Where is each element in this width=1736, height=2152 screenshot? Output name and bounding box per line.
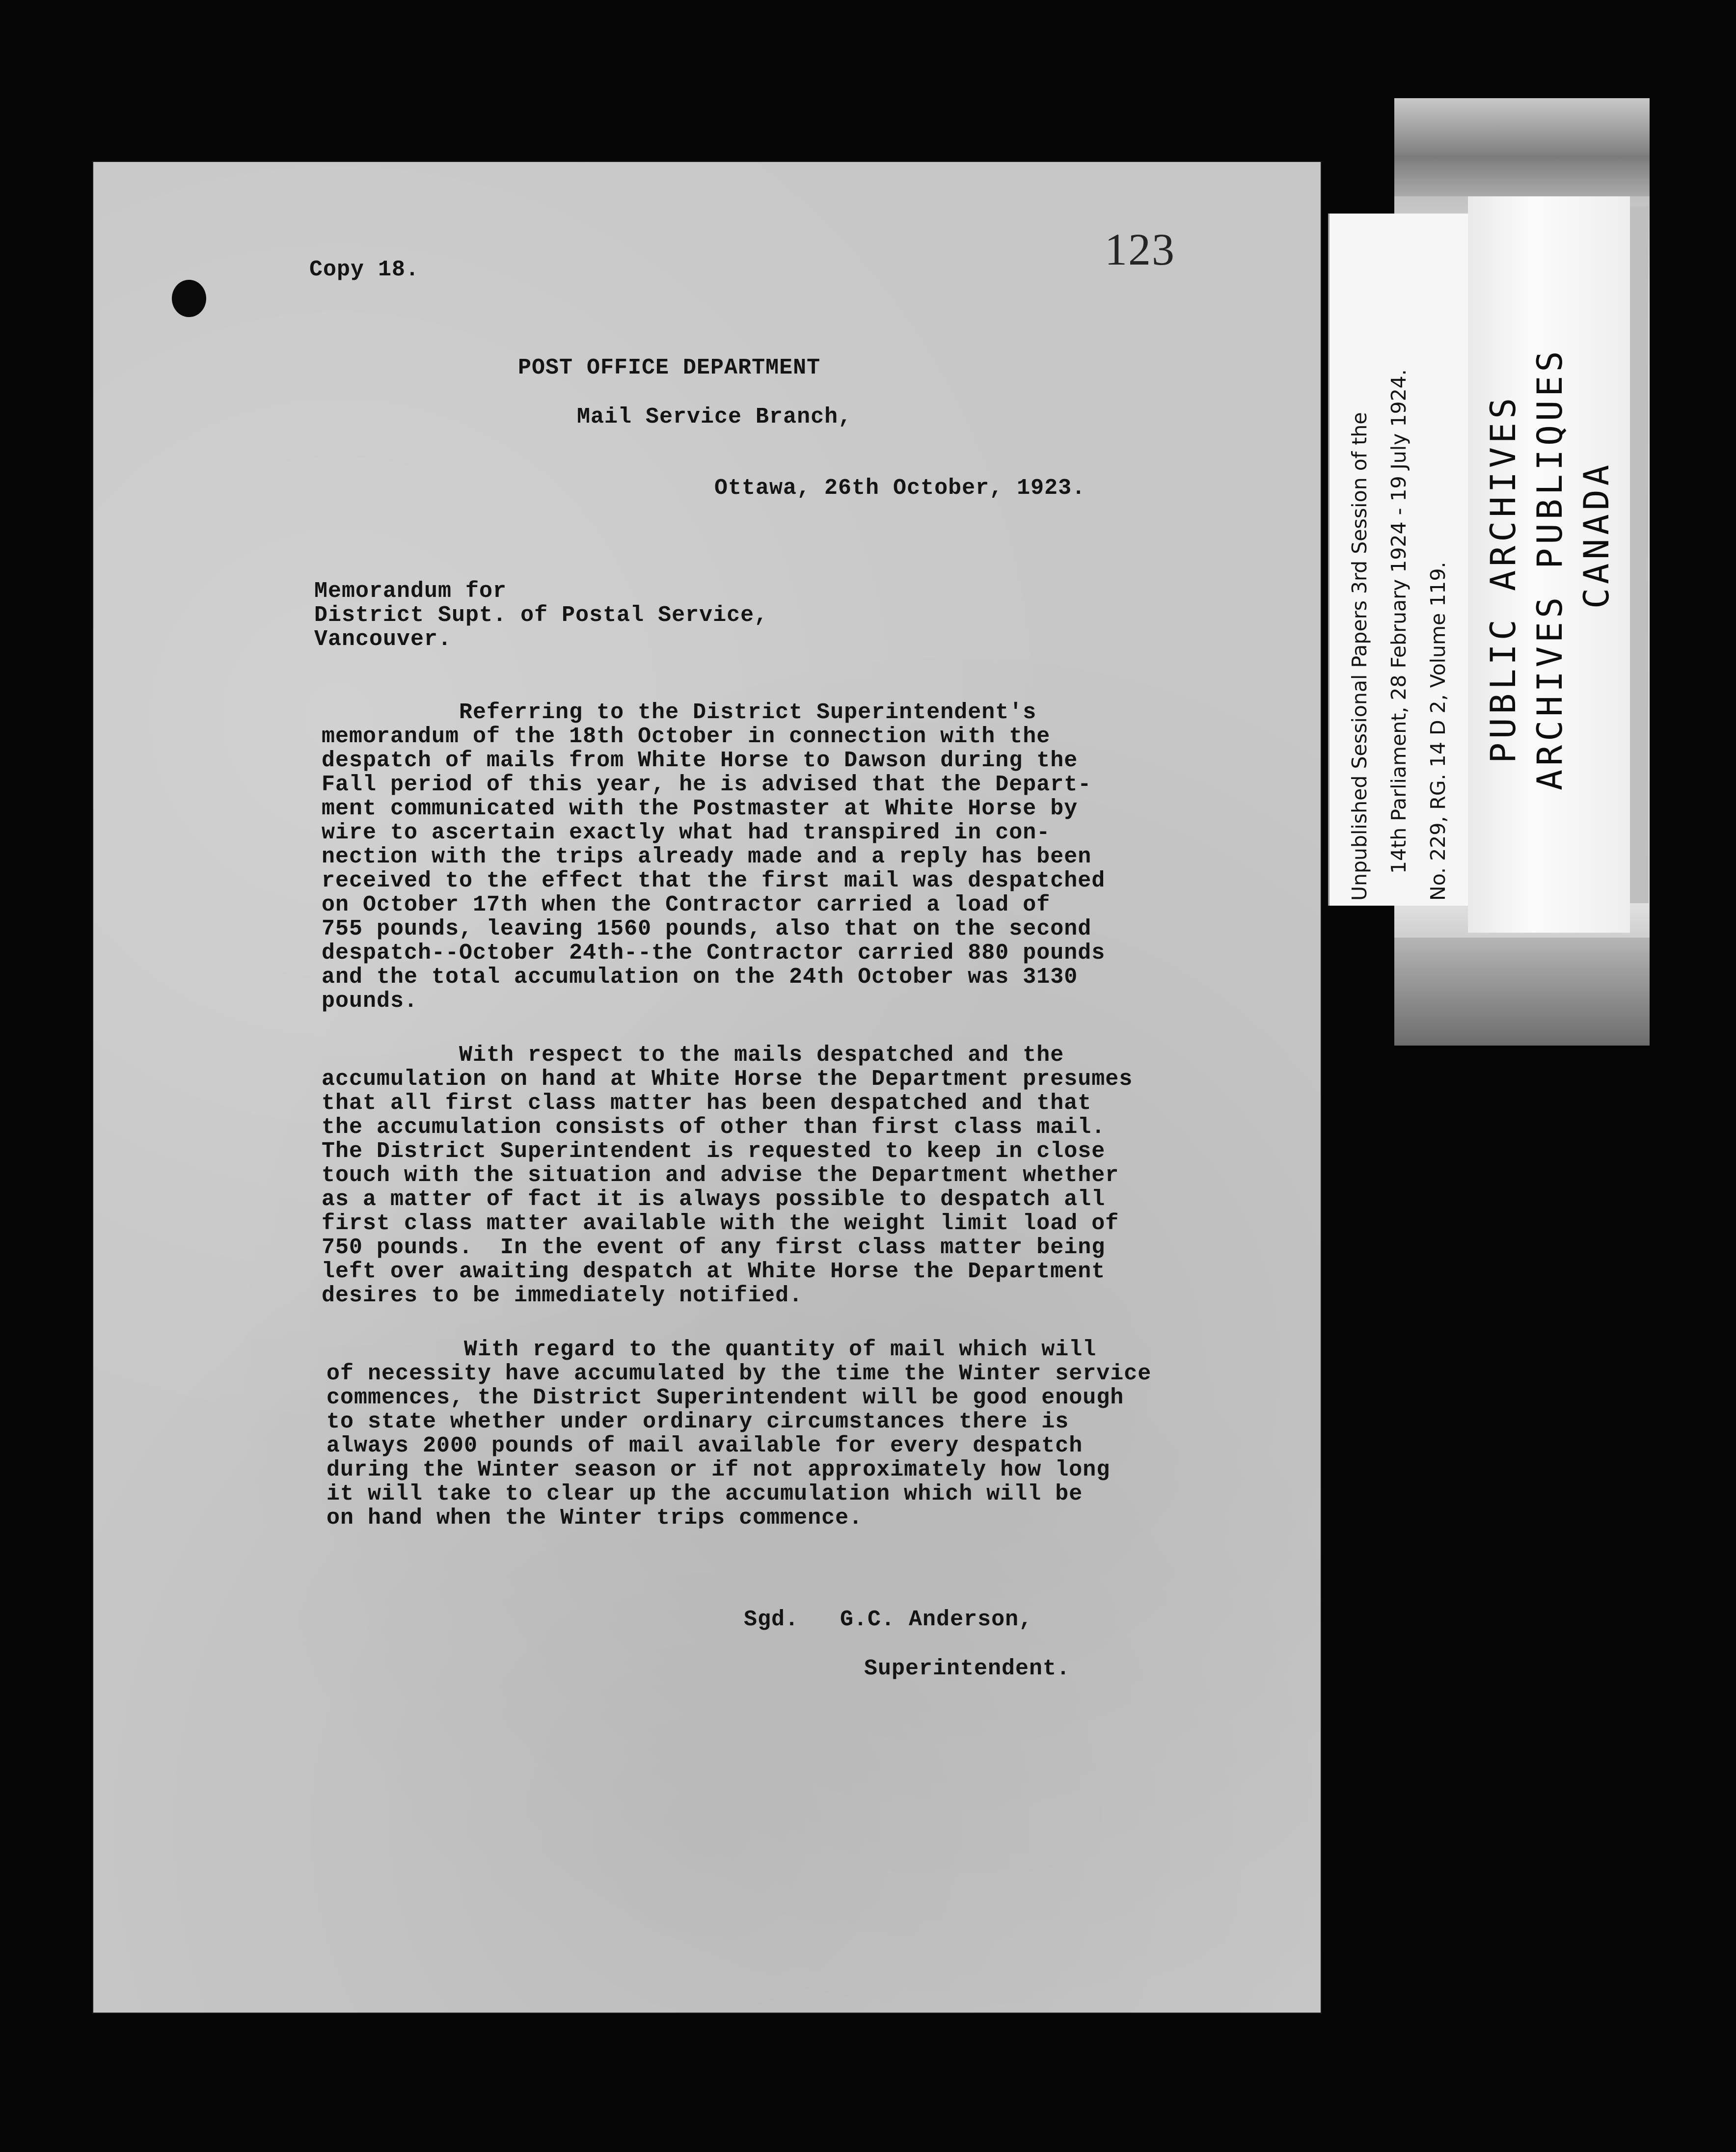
text-line: as a matter of fact it is always possible to despatch all bbox=[322, 1187, 1106, 1212]
text-line: Fall period of this year, he is advised that the Depart- bbox=[322, 772, 1092, 797]
text-line: to state whether under ordinary circumstances there is bbox=[326, 1409, 1069, 1434]
text-line: despatch--October 24th--the Contractor carried 880 pounds bbox=[322, 941, 1106, 966]
archive-tag-edge bbox=[1628, 206, 1649, 903]
text-line: pounds. bbox=[322, 989, 418, 1014]
text-line: memorandum of the 18th October in connection with the bbox=[322, 724, 1051, 749]
copy-label: Copy 18. bbox=[309, 257, 420, 282]
text-line: commences, the District Superintendent will be good enough bbox=[326, 1385, 1124, 1410]
reference-line: 14th Parliament, 28 February 1924 - 19 July 1924. bbox=[1387, 369, 1410, 874]
text-line: of necessity have accumulated by the time the Winter service bbox=[326, 1361, 1152, 1386]
text-line: The District Superintendent is requested to keep in close bbox=[322, 1139, 1106, 1164]
text-line: always 2000 pounds of mail available for every despatch bbox=[326, 1433, 1083, 1458]
department-heading: POST OFFICE DEPARTMENT bbox=[518, 355, 821, 380]
addressee-line: Memorandum for bbox=[314, 579, 507, 604]
text-line: during the Winter season or if not approximately how long bbox=[326, 1457, 1111, 1482]
archive-tag-top-fold bbox=[1394, 98, 1650, 196]
text-line: ment communicated with the Postmaster at White Horse by bbox=[322, 796, 1078, 821]
text-line: the accumulation consists of other than first class mail. bbox=[322, 1115, 1106, 1140]
text-line: 755 pounds, leaving 1560 pounds, also that on the second bbox=[322, 916, 1092, 942]
text-line: first class matter available with the weight limit load of bbox=[322, 1211, 1119, 1236]
text-line: on hand when the Winter trips commence. bbox=[326, 1506, 863, 1531]
stamp-line: PUBLIC ARCHIVES bbox=[1483, 394, 1523, 763]
page-number: 123 bbox=[1105, 224, 1175, 274]
text-line: and the total accumulation on the 24th October was 3130 bbox=[322, 965, 1078, 990]
text-line: wire to ascertain exactly what had transpired in con- bbox=[322, 820, 1051, 845]
punch-hole bbox=[172, 280, 206, 317]
stamp-line: ARCHIVES PUBLIQUES bbox=[1530, 347, 1570, 790]
date-line: Ottawa, 26th October, 1923. bbox=[714, 476, 1086, 501]
archive-tag-bottom-fold bbox=[1394, 938, 1650, 1046]
text-line: Referring to the District Superintendent's bbox=[322, 700, 1037, 725]
reference-line: Unpublished Sessional Papers 3rd Session of the bbox=[1348, 412, 1371, 901]
text-line: received to the effect that the first mail was despatched bbox=[322, 868, 1106, 893]
text-line: desires to be immediately notified. bbox=[322, 1283, 803, 1308]
text-line: it will take to clear up the accumulation which will be bbox=[326, 1481, 1083, 1506]
text-line: touch with the situation and advise the Department whether bbox=[322, 1163, 1119, 1188]
addressee-line: District Supt. of Postal Service, bbox=[314, 603, 768, 628]
signature-line: Sgd. G.C. Anderson, bbox=[744, 1607, 1033, 1632]
branch-heading: Mail Service Branch, bbox=[577, 404, 852, 430]
reference-line: No. 229, RG. 14 D 2, Volume 119. bbox=[1426, 562, 1450, 901]
text-line: With respect to the mails despatched and the bbox=[322, 1043, 1064, 1068]
text-line: With regard to the quantity of mail which will bbox=[326, 1337, 1097, 1362]
signature-title: Superintendent. bbox=[864, 1656, 1071, 1681]
text-line: accumulation on hand at White Horse the Department presumes bbox=[322, 1067, 1133, 1092]
text-line: 750 pounds. In the event of any first class matter being bbox=[322, 1235, 1106, 1260]
text-line: that all first class matter has been despatched and that bbox=[322, 1091, 1092, 1116]
text-line: on October 17th when the Contractor carried a load of bbox=[322, 892, 1051, 917]
stamp-line: CANADA bbox=[1576, 461, 1617, 609]
text-line: nection with the trips already made and a reply has been bbox=[322, 844, 1092, 869]
text-line: despatch of mails from White Horse to Dawson during the bbox=[322, 748, 1078, 773]
text-line: left over awaiting despatch at White Horse the Department bbox=[322, 1259, 1106, 1284]
addressee-line: Vancouver. bbox=[314, 627, 452, 652]
